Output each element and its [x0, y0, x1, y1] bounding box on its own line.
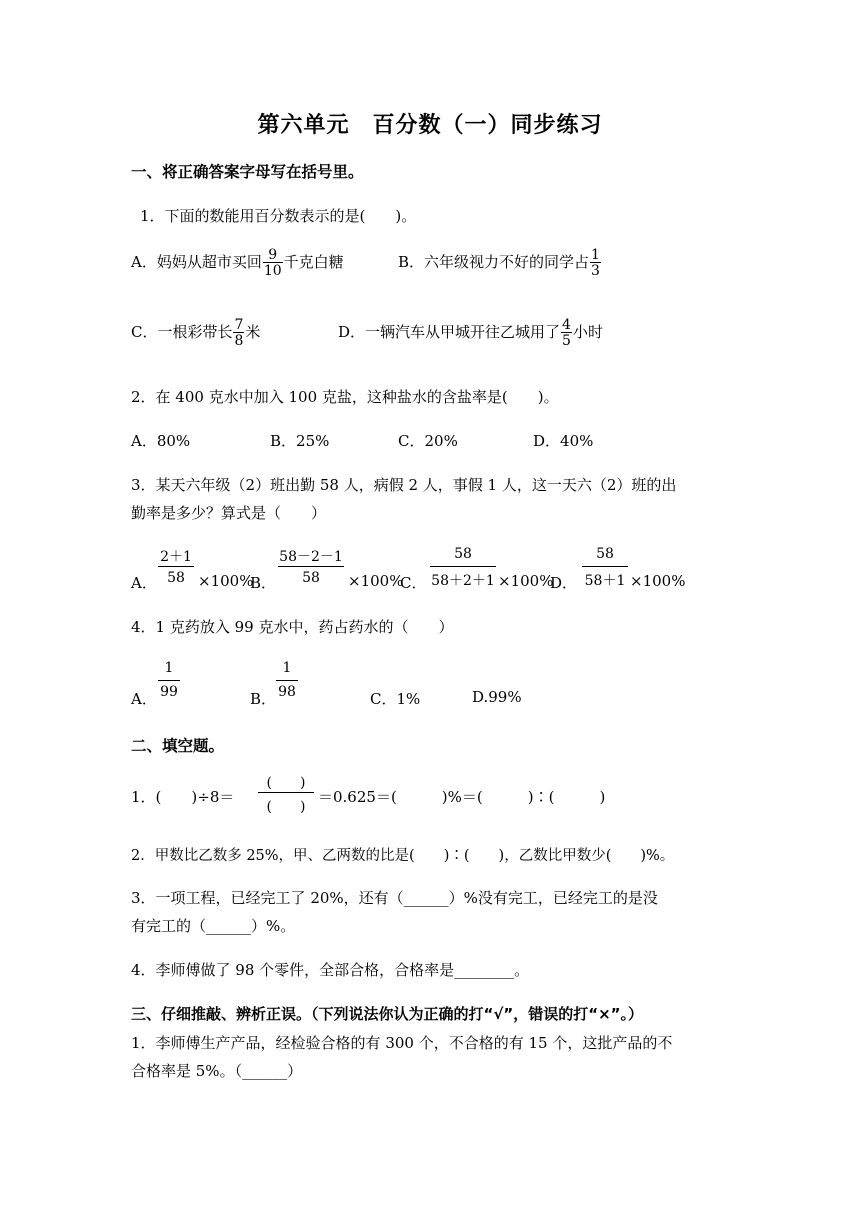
q2-option-b: B．25% — [270, 432, 330, 450]
q4-option-b-numerator: 1 — [282, 660, 292, 676]
q1-option-b-fraction — [590, 248, 601, 278]
fill-q4: 4．李师傅做了 98 个零件，全部合格，合格率是________。 — [131, 961, 530, 979]
q4-stem: 4．1 克药放入 99 克水中，药占药水的（ ） — [131, 618, 454, 636]
q3-option-b-label: B． — [250, 574, 277, 592]
fraction-numerator: 9 — [268, 247, 278, 263]
q3-option-a-fraction-bar — [158, 566, 194, 567]
q1-option-c-unit: 米 — [245, 323, 261, 341]
q4-option-a-fraction-bar — [158, 680, 180, 681]
q3-option-c-label: C． — [400, 574, 427, 592]
q4-option-b-label: B． — [250, 690, 277, 708]
q3-option-a-label: A． — [131, 574, 157, 592]
q2-option-c: C．20% — [398, 432, 458, 450]
q2-stem: 2．在 400 克水中加入 100 克盐，这种盐水的含盐率是( )。 — [131, 388, 559, 406]
q3-option-a-denominator: 58 — [167, 570, 185, 586]
q3-option-c-denominator: 58＋2＋1 — [431, 573, 495, 589]
q3-option-c-multiplier: ×100% — [498, 572, 554, 590]
q4-option-a-numerator: 1 — [164, 660, 174, 676]
fill-q3-line-1: 3．一项工程，已经完工了 20%，还有（______）%没有完工，已经完工的是没 — [131, 889, 658, 907]
fraction-numerator: 4 — [562, 317, 571, 333]
q1-option-c — [131, 318, 260, 348]
q3-option-b-multiplier: ×100% — [348, 572, 404, 590]
q3-option-b-denominator: 58 — [302, 570, 320, 586]
fill-q1-denominator: ( ) — [266, 799, 306, 815]
fill-q2: 2．甲数比乙数多 25%，甲、乙两数的比是( )∶( )，乙数比甲数少( )%。 — [131, 848, 675, 864]
fill-q1-numerator: ( ) — [266, 775, 306, 791]
q1-option-a-text: A．妈妈从超市买回 — [131, 253, 262, 271]
q1-stem: 1．下面的数能用百分数表示的是( )。 — [140, 207, 417, 225]
fraction-numerator: 1 — [591, 247, 600, 263]
q1-option-b-text: B．六年级视力不好的同学占 — [398, 253, 590, 271]
q1-option-a — [131, 248, 344, 278]
q3-stem-line-1: 3．某天六年级（2）班出勤 58 人，病假 2 人，事假 1 人，这一天六（2）班的出 — [131, 476, 677, 494]
fraction-denominator: 5 — [562, 333, 571, 349]
fill-q3-line-2: 有完工的（______）%。 — [131, 917, 296, 935]
q3-option-d-multiplier: ×100% — [630, 572, 686, 590]
fraction-denominator: 10 — [263, 263, 282, 279]
section-3-heading: 三、仔细推敲、辨析正误。（下列说法你认为正确的打“√”，错误的打“×”。） — [131, 1005, 644, 1023]
fraction-denominator: 8 — [234, 333, 244, 349]
q1-option-c-fraction — [233, 318, 244, 348]
q3-option-d-numerator: 58 — [596, 546, 614, 562]
q3-stem-line-2: 勤率是多少？算式是（ ） — [131, 504, 327, 522]
q3-option-c-numerator: 58 — [454, 546, 472, 562]
fraction-numerator: 7 — [234, 317, 244, 333]
q4-option-b-denominator: 98 — [278, 684, 296, 700]
q3-option-a-numerator: 2＋1 — [160, 549, 192, 565]
fill-q1-prefix: 1．( )÷8＝ — [131, 788, 235, 806]
q3-option-d-denominator: 58＋1 — [584, 573, 626, 589]
section-2-heading: 二、填空题。 — [131, 737, 225, 755]
worksheet-title: 第六单元 百分数（一）同步练习 — [257, 113, 603, 138]
q3-option-b-numerator: 58－2－1 — [279, 549, 343, 565]
q3-option-c-fraction-bar — [430, 566, 496, 567]
q1-option-b — [398, 248, 602, 278]
q2-option-d: D．40% — [533, 432, 594, 450]
q1-option-a-fraction — [263, 248, 283, 278]
q4-option-b-fraction-bar — [276, 680, 298, 681]
q2-option-a: A．80% — [131, 432, 191, 450]
q1-option-d-text: D．一辆汽车从甲城开往乙城用了 — [338, 323, 561, 341]
q3-option-d-label: D． — [550, 574, 578, 592]
judge-q1-line-2: 合格率是 5%。（______） — [131, 1062, 303, 1080]
section-1-heading: 一、将正确答案字母写在括号里。 — [131, 163, 364, 181]
fill-q1-suffix: ＝0.625＝( )%＝( )∶( ) — [318, 788, 606, 806]
judge-q1-line-1: 1．李师傅生产产品，经检验合格的有 300 个，不合格的有 15 个，这批产品的不 — [131, 1034, 673, 1052]
q1-option-d-unit: 小时 — [572, 323, 603, 341]
q1-option-a-unit: 千克白糖 — [283, 253, 344, 271]
q4-option-a-label: A． — [131, 690, 157, 708]
q3-option-a-multiplier: ×100% — [198, 572, 254, 590]
q4-option-a-denominator: 99 — [160, 684, 178, 700]
q4-option-c: C．1% — [370, 690, 421, 708]
fraction-denominator: 3 — [591, 263, 600, 279]
q3-option-d-fraction-bar — [582, 566, 628, 567]
q1-option-d-fraction — [561, 318, 572, 348]
q1-option-d — [338, 318, 603, 348]
fill-q1-fraction-bar — [258, 792, 314, 793]
q1-option-c-text: C．一根彩带长 — [131, 323, 233, 341]
q4-option-d: D.99% — [472, 688, 522, 706]
q3-option-b-fraction-bar — [278, 566, 344, 567]
